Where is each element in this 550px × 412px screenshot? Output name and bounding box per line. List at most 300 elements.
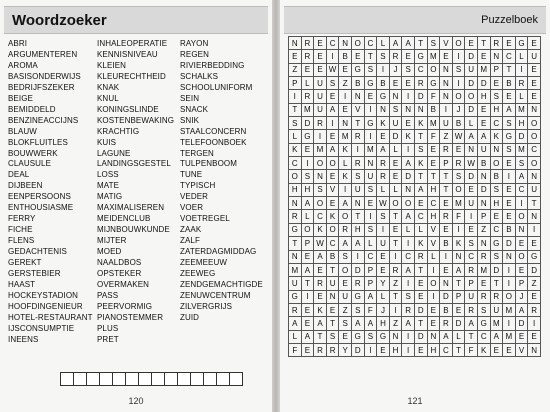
grid-cell[interactable]: E	[390, 224, 403, 237]
grid-cell[interactable]: I	[402, 331, 415, 344]
grid-cell[interactable]: U	[365, 170, 378, 183]
grid-cell[interactable]: B	[428, 104, 441, 117]
grid-cell[interactable]: N	[327, 291, 340, 304]
grid-cell[interactable]: E	[491, 344, 504, 357]
grid-cell[interactable]: R	[302, 90, 315, 103]
solution-box[interactable]	[165, 372, 178, 386]
grid-cell[interactable]: R	[402, 304, 415, 317]
grid-cell[interactable]: L	[428, 251, 441, 264]
grid-cell[interactable]: S	[377, 210, 390, 223]
grid-cell[interactable]: E	[314, 291, 327, 304]
solution-box[interactable]	[60, 372, 74, 386]
grid-cell[interactable]: R	[491, 37, 504, 50]
grid-cell[interactable]: E	[402, 50, 415, 63]
grid-cell[interactable]: E	[339, 64, 352, 77]
grid-cell[interactable]: D	[352, 264, 365, 277]
grid-cell[interactable]: K	[402, 130, 415, 143]
grid-cell[interactable]: D	[453, 317, 466, 330]
grid-cell[interactable]: E	[415, 277, 428, 290]
grid-cell[interactable]: I	[390, 251, 403, 264]
grid-cell[interactable]: U	[339, 291, 352, 304]
grid-cell[interactable]: L	[289, 130, 302, 143]
grid-cell[interactable]: E	[528, 90, 541, 103]
grid-cell[interactable]: O	[503, 291, 516, 304]
grid-cell[interactable]: Z	[390, 277, 403, 290]
grid-cell[interactable]: S	[377, 50, 390, 63]
grid-cell[interactable]: G	[365, 117, 378, 130]
grid-cell[interactable]: P	[491, 64, 504, 77]
grid-cell[interactable]: K	[377, 117, 390, 130]
grid-cell[interactable]: O	[453, 37, 466, 50]
grid-cell[interactable]: L	[516, 90, 529, 103]
grid-cell[interactable]: N	[516, 224, 529, 237]
grid-cell[interactable]: B	[503, 77, 516, 90]
grid-cell[interactable]: O	[453, 184, 466, 197]
grid-cell[interactable]: O	[516, 210, 529, 223]
grid-cell[interactable]: E	[528, 331, 541, 344]
grid-cell[interactable]: V	[352, 104, 365, 117]
grid-cell[interactable]: M	[478, 264, 491, 277]
grid-cell[interactable]: S	[491, 251, 504, 264]
grid-cell[interactable]: C	[516, 184, 529, 197]
grid-cell[interactable]: I	[453, 77, 466, 90]
grid-cell[interactable]: G	[428, 77, 441, 90]
grid-cell[interactable]: U	[289, 277, 302, 290]
grid-cell[interactable]: I	[339, 90, 352, 103]
grid-cell[interactable]: Y	[377, 277, 390, 290]
grid-cell[interactable]: V	[428, 224, 441, 237]
grid-cell[interactable]: A	[415, 184, 428, 197]
grid-cell[interactable]: O	[327, 157, 340, 170]
grid-cell[interactable]: E	[478, 50, 491, 63]
grid-cell[interactable]: N	[528, 210, 541, 223]
grid-cell[interactable]: E	[415, 291, 428, 304]
grid-cell[interactable]: I	[516, 64, 529, 77]
grid-cell[interactable]: A	[402, 157, 415, 170]
grid-cell[interactable]: I	[528, 224, 541, 237]
solution-box[interactable]	[126, 372, 139, 386]
grid-cell[interactable]: T	[503, 64, 516, 77]
grid-cell[interactable]: K	[289, 144, 302, 157]
grid-cell[interactable]: T	[365, 50, 378, 63]
grid-cell[interactable]: A	[365, 317, 378, 330]
grid-cell[interactable]: L	[302, 210, 315, 223]
grid-cell[interactable]: A	[314, 317, 327, 330]
grid-cell[interactable]: C	[289, 157, 302, 170]
grid-cell[interactable]: H	[491, 104, 504, 117]
grid-cell[interactable]: B	[352, 77, 365, 90]
grid-cell[interactable]: I	[428, 291, 441, 304]
grid-cell[interactable]: R	[440, 144, 453, 157]
grid-cell[interactable]: A	[516, 304, 529, 317]
grid-cell[interactable]: R	[491, 291, 504, 304]
grid-cell[interactable]: B	[491, 170, 504, 183]
grid-cell[interactable]: J	[453, 104, 466, 117]
grid-cell[interactable]: H	[428, 344, 441, 357]
grid-cell[interactable]: E	[390, 170, 403, 183]
grid-cell[interactable]: N	[289, 197, 302, 210]
grid-cell[interactable]: G	[365, 77, 378, 90]
grid-cell[interactable]: I	[503, 317, 516, 330]
grid-cell[interactable]: I	[365, 210, 378, 223]
grid-cell[interactable]: E	[491, 77, 504, 90]
grid-cell[interactable]: D	[516, 317, 529, 330]
grid-cell[interactable]: T	[289, 104, 302, 117]
grid-cell[interactable]: D	[302, 117, 315, 130]
grid-cell[interactable]: E	[377, 251, 390, 264]
grid-cell[interactable]: Z	[339, 77, 352, 90]
grid-cell[interactable]: S	[465, 237, 478, 250]
grid-cell[interactable]: E	[339, 104, 352, 117]
grid-cell[interactable]: K	[339, 144, 352, 157]
grid-cell[interactable]: M	[428, 117, 441, 130]
grid-cell[interactable]: M	[503, 331, 516, 344]
grid-cell[interactable]: F	[289, 344, 302, 357]
grid-cell[interactable]: R	[453, 157, 466, 170]
grid-cell[interactable]: U	[314, 104, 327, 117]
grid-cell[interactable]: D	[465, 50, 478, 63]
grid-cell[interactable]: R	[314, 344, 327, 357]
grid-cell[interactable]: R	[327, 344, 340, 357]
grid-cell[interactable]: N	[440, 64, 453, 77]
grid-cell[interactable]: S	[365, 184, 378, 197]
grid-cell[interactable]: F	[428, 130, 441, 143]
grid-cell[interactable]: B	[503, 224, 516, 237]
grid-cell[interactable]: S	[365, 64, 378, 77]
grid-cell[interactable]: B	[440, 304, 453, 317]
grid-cell[interactable]: A	[339, 197, 352, 210]
grid-cell[interactable]: N	[390, 90, 403, 103]
solution-box[interactable]	[152, 372, 165, 386]
grid-cell[interactable]: L	[390, 144, 403, 157]
grid-cell[interactable]: B	[440, 237, 453, 250]
grid-cell[interactable]: L	[453, 331, 466, 344]
grid-cell[interactable]: I	[377, 64, 390, 77]
grid-cell[interactable]: D	[478, 77, 491, 90]
grid-cell[interactable]: H	[302, 184, 315, 197]
grid-cell[interactable]: L	[289, 331, 302, 344]
grid-cell[interactable]: I	[327, 50, 340, 63]
grid-cell[interactable]: N	[478, 170, 491, 183]
grid-cell[interactable]: M	[478, 64, 491, 77]
grid-cell[interactable]: D	[415, 331, 428, 344]
grid-cell[interactable]: U	[390, 117, 403, 130]
grid-cell[interactable]: E	[339, 277, 352, 290]
grid-cell[interactable]: T	[352, 117, 365, 130]
grid-cell[interactable]: A	[491, 331, 504, 344]
grid-cell[interactable]: M	[365, 144, 378, 157]
grid-cell[interactable]: O	[339, 210, 352, 223]
grid-cell[interactable]: I	[327, 117, 340, 130]
grid-cell[interactable]: D	[465, 170, 478, 183]
grid-cell[interactable]: N	[503, 251, 516, 264]
solution-box[interactable]	[74, 372, 87, 386]
grid-cell[interactable]: T	[415, 37, 428, 50]
grid-cell[interactable]: I	[453, 224, 466, 237]
grid-cell[interactable]: R	[352, 157, 365, 170]
grid-cell[interactable]: U	[528, 184, 541, 197]
grid-cell[interactable]: R	[289, 304, 302, 317]
grid-cell[interactable]: N	[377, 104, 390, 117]
grid-cell[interactable]: S	[339, 317, 352, 330]
grid-cell[interactable]: E	[327, 304, 340, 317]
grid-cell[interactable]: E	[440, 197, 453, 210]
grid-cell[interactable]: C	[503, 50, 516, 63]
grid-cell[interactable]: N	[428, 331, 441, 344]
grid-cell[interactable]: O	[314, 157, 327, 170]
grid-cell[interactable]: R	[528, 304, 541, 317]
grid-cell[interactable]: C	[428, 197, 441, 210]
grid-cell[interactable]: E	[528, 37, 541, 50]
grid-cell[interactable]: E	[428, 144, 441, 157]
grid-cell[interactable]: O	[516, 251, 529, 264]
grid-cell[interactable]: A	[465, 130, 478, 143]
grid-cell[interactable]: K	[314, 304, 327, 317]
grid-cell[interactable]: I	[390, 304, 403, 317]
grid-cell[interactable]: C	[415, 210, 428, 223]
grid-cell[interactable]: C	[491, 224, 504, 237]
grid-cell[interactable]: S	[428, 37, 441, 50]
grid-cell[interactable]: U	[352, 184, 365, 197]
grid-cell[interactable]: T	[440, 170, 453, 183]
grid-cell[interactable]: E	[415, 197, 428, 210]
grid-cell[interactable]: R	[352, 277, 365, 290]
grid-cell[interactable]: D	[503, 237, 516, 250]
grid-cell[interactable]: A	[402, 264, 415, 277]
grid-cell[interactable]: E	[327, 170, 340, 183]
grid-cell[interactable]: I	[314, 130, 327, 143]
grid-cell[interactable]: J	[516, 291, 529, 304]
grid-cell[interactable]: K	[327, 210, 340, 223]
grid-cell[interactable]: S	[365, 224, 378, 237]
grid-cell[interactable]: U	[465, 64, 478, 77]
grid-cell[interactable]: D	[516, 130, 529, 143]
grid-cell[interactable]: L	[377, 184, 390, 197]
grid-cell[interactable]: V	[516, 344, 529, 357]
grid-cell[interactable]: Z	[289, 64, 302, 77]
grid-cell[interactable]: B	[478, 157, 491, 170]
grid-cell[interactable]: L	[390, 184, 403, 197]
grid-cell[interactable]: U	[377, 237, 390, 250]
grid-cell[interactable]: E	[302, 64, 315, 77]
grid-cell[interactable]: C	[314, 210, 327, 223]
grid-cell[interactable]: I	[302, 157, 315, 170]
grid-cell[interactable]: G	[377, 331, 390, 344]
grid-cell[interactable]: H	[289, 184, 302, 197]
grid-cell[interactable]: R	[465, 304, 478, 317]
grid-cell[interactable]: N	[491, 144, 504, 157]
grid-cell[interactable]: T	[314, 331, 327, 344]
grid-cell[interactable]: E	[516, 331, 529, 344]
grid-cell[interactable]: L	[516, 50, 529, 63]
grid-cell[interactable]: E	[440, 264, 453, 277]
grid-cell[interactable]: E	[465, 184, 478, 197]
grid-cell[interactable]: T	[428, 170, 441, 183]
grid-cell[interactable]: S	[352, 170, 365, 183]
grid-cell[interactable]: E	[516, 264, 529, 277]
grid-cell[interactable]: D	[528, 264, 541, 277]
grid-cell[interactable]: P	[302, 237, 315, 250]
grid-cell[interactable]: I	[352, 144, 365, 157]
grid-cell[interactable]: R	[314, 277, 327, 290]
grid-cell[interactable]: S	[478, 304, 491, 317]
grid-cell[interactable]: T	[465, 331, 478, 344]
grid-cell[interactable]: N	[352, 90, 365, 103]
grid-cell[interactable]: O	[528, 157, 541, 170]
grid-cell[interactable]: S	[516, 157, 529, 170]
grid-cell[interactable]: A	[390, 37, 403, 50]
grid-cell[interactable]: N	[289, 251, 302, 264]
grid-cell[interactable]: E	[503, 37, 516, 50]
grid-cell[interactable]: E	[390, 77, 403, 90]
grid-cell[interactable]: U	[440, 117, 453, 130]
grid-cell[interactable]: O	[428, 277, 441, 290]
grid-cell[interactable]: E	[402, 77, 415, 90]
grid-cell[interactable]: T	[478, 37, 491, 50]
grid-cell[interactable]: H	[352, 224, 365, 237]
grid-cell[interactable]: C	[465, 251, 478, 264]
grid-cell[interactable]: E	[352, 50, 365, 63]
grid-cell[interactable]: G	[352, 291, 365, 304]
solution-box[interactable]	[139, 372, 152, 386]
grid-cell[interactable]: O	[428, 64, 441, 77]
grid-cell[interactable]: E	[302, 144, 315, 157]
grid-cell[interactable]: N	[491, 50, 504, 63]
grid-cell[interactable]: P	[478, 210, 491, 223]
grid-cell[interactable]: M	[453, 197, 466, 210]
grid-cell[interactable]: I	[453, 50, 466, 63]
grid-cell[interactable]: L	[402, 224, 415, 237]
grid-cell[interactable]: L	[377, 291, 390, 304]
grid-cell[interactable]: E	[478, 277, 491, 290]
grid-cell[interactable]: E	[327, 90, 340, 103]
grid-cell[interactable]: D	[390, 130, 403, 143]
grid-cell[interactable]: E	[440, 50, 453, 63]
grid-cell[interactable]: E	[503, 184, 516, 197]
grid-cell[interactable]: E	[503, 90, 516, 103]
grid-cell[interactable]: E	[478, 104, 491, 117]
grid-cell[interactable]: V	[327, 184, 340, 197]
grid-cell[interactable]: P	[365, 264, 378, 277]
grid-cell[interactable]: R	[314, 117, 327, 130]
solution-box[interactable]	[217, 372, 230, 386]
grid-cell[interactable]: J	[390, 64, 403, 77]
grid-cell[interactable]: N	[365, 157, 378, 170]
grid-cell[interactable]: D	[491, 264, 504, 277]
grid-cell[interactable]: H	[516, 117, 529, 130]
grid-cell[interactable]: A	[289, 317, 302, 330]
grid-cell[interactable]: F	[453, 210, 466, 223]
grid-cell[interactable]: O	[453, 90, 466, 103]
grid-cell[interactable]: C	[327, 37, 340, 50]
grid-cell[interactable]: T	[390, 237, 403, 250]
grid-cell[interactable]: I	[440, 251, 453, 264]
grid-cell[interactable]: K	[453, 237, 466, 250]
grid-cell[interactable]: E	[491, 210, 504, 223]
grid-cell[interactable]: S	[453, 64, 466, 77]
grid-cell[interactable]: S	[402, 64, 415, 77]
grid-cell[interactable]: G	[377, 90, 390, 103]
grid-cell[interactable]: S	[365, 331, 378, 344]
grid-cell[interactable]: H	[491, 197, 504, 210]
grid-cell[interactable]: H	[428, 210, 441, 223]
solution-box[interactable]	[191, 372, 204, 386]
grid-cell[interactable]: F	[365, 304, 378, 317]
grid-cell[interactable]: A	[465, 317, 478, 330]
grid-cell[interactable]: O	[491, 157, 504, 170]
grid-cell[interactable]: S	[491, 90, 504, 103]
grid-cell[interactable]: G	[415, 50, 428, 63]
grid-cell[interactable]: M	[289, 264, 302, 277]
grid-cell[interactable]: U	[491, 304, 504, 317]
grid-cell[interactable]: R	[440, 210, 453, 223]
grid-cell[interactable]: G	[302, 130, 315, 143]
grid-cell[interactable]: S	[390, 104, 403, 117]
grid-cell[interactable]: T	[491, 277, 504, 290]
grid-cell[interactable]: N	[289, 37, 302, 50]
grid-cell[interactable]: E	[314, 264, 327, 277]
grid-cell[interactable]: E	[453, 144, 466, 157]
grid-cell[interactable]: J	[377, 304, 390, 317]
grid-cell[interactable]: K	[415, 157, 428, 170]
grid-cell[interactable]: K	[415, 117, 428, 130]
grid-cell[interactable]: I	[377, 224, 390, 237]
letter-grid[interactable]	[288, 36, 541, 357]
grid-cell[interactable]: D	[352, 344, 365, 357]
grid-cell[interactable]: N	[528, 170, 541, 183]
grid-cell[interactable]: S	[503, 144, 516, 157]
grid-cell[interactable]: O	[339, 264, 352, 277]
solution-box[interactable]	[100, 372, 113, 386]
grid-cell[interactable]: R	[390, 50, 403, 63]
grid-cell[interactable]: N	[465, 144, 478, 157]
grid-cell[interactable]: I	[503, 264, 516, 277]
grid-cell[interactable]: N	[528, 344, 541, 357]
grid-cell[interactable]: A	[402, 37, 415, 50]
grid-cell[interactable]: I	[365, 104, 378, 117]
grid-cell[interactable]: I	[516, 197, 529, 210]
grid-cell[interactable]: L	[302, 77, 315, 90]
grid-cell[interactable]: D	[440, 291, 453, 304]
grid-cell[interactable]: U	[327, 277, 340, 290]
grid-cell[interactable]: P	[289, 77, 302, 90]
grid-cell[interactable]: C	[402, 251, 415, 264]
grid-cell[interactable]: U	[314, 90, 327, 103]
grid-cell[interactable]: E	[428, 157, 441, 170]
grid-cell[interactable]: C	[478, 331, 491, 344]
grid-cell[interactable]: W	[314, 237, 327, 250]
grid-cell[interactable]: G	[289, 224, 302, 237]
grid-cell[interactable]: A	[327, 104, 340, 117]
grid-cell[interactable]: O	[302, 224, 315, 237]
grid-cell[interactable]: R	[478, 251, 491, 264]
grid-cell[interactable]: O	[402, 197, 415, 210]
grid-cell[interactable]: T	[289, 237, 302, 250]
grid-cell[interactable]: N	[440, 90, 453, 103]
grid-cell[interactable]: U	[465, 291, 478, 304]
grid-cell[interactable]: S	[503, 117, 516, 130]
grid-cell[interactable]: P	[516, 277, 529, 290]
grid-cell[interactable]: L	[377, 37, 390, 50]
grid-cell[interactable]: Y	[339, 344, 352, 357]
grid-cell[interactable]: C	[327, 237, 340, 250]
grid-cell[interactable]: A	[478, 130, 491, 143]
grid-cell[interactable]: S	[352, 304, 365, 317]
grid-cell[interactable]: K	[339, 170, 352, 183]
grid-cell[interactable]: P	[465, 277, 478, 290]
grid-cell[interactable]: T	[352, 210, 365, 223]
grid-cell[interactable]: H	[478, 90, 491, 103]
